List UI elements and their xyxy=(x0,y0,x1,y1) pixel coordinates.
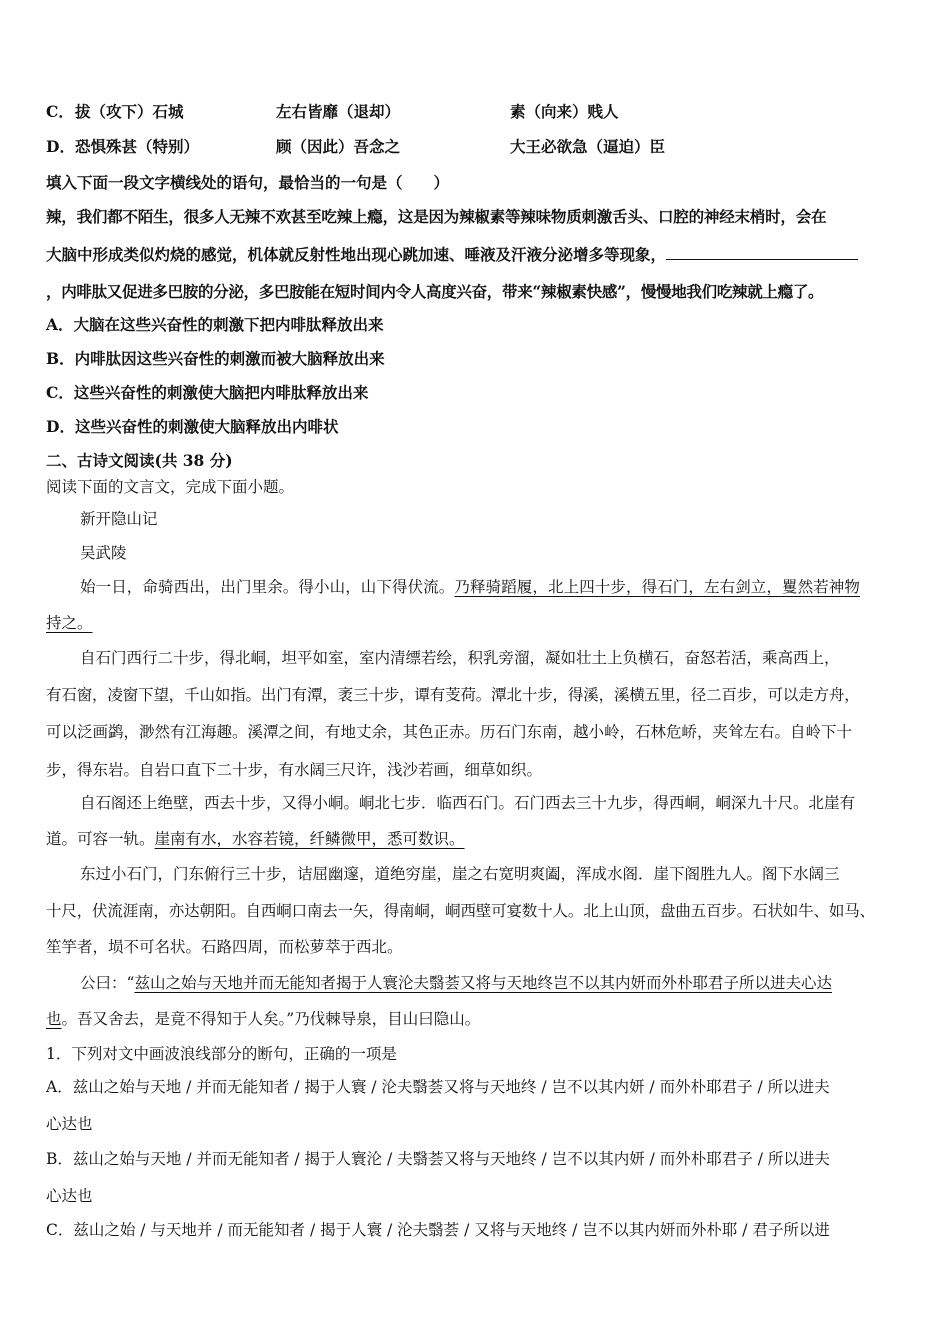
option-d-item-3: 大王必欲急（逼迫）臣 xyxy=(510,137,666,156)
option-c-item-3: 素（向来）贱人 xyxy=(510,102,619,121)
fill-option-c: C．这些兴奋性的刺激使大脑把内啡肽释放出来 xyxy=(46,383,369,402)
passage-p3-line-2 xyxy=(46,829,465,849)
option-d-label: D． xyxy=(46,137,75,156)
option-c-label: C． xyxy=(46,102,74,121)
option-d-item-2: 顾（因此）吾念之 xyxy=(276,137,401,156)
passage-p1-line-1 xyxy=(80,577,904,597)
fill-option-b: B．内啡肽因这些兴奋性的刺激而被大脑释放出来 xyxy=(46,349,385,368)
passage-p1-line-2 xyxy=(46,613,93,633)
fill-option-d: D．这些兴奋性的刺激使大脑释放出内啡状 xyxy=(46,417,339,436)
passage-p5-text: 。吾又舍去，是竟不得知于人矣。”乃伐棘导泉，目山曰隐山。 xyxy=(61,1010,481,1028)
fill-option-a: A．大脑在这些兴奋性的刺激下把内啡肽释放出来 xyxy=(46,315,384,334)
passage-p5-line-2 xyxy=(46,1009,480,1029)
passage-p5-wavy-text: 兹山之始与天地并而无能知者揭于人寰沦夫翳荟又将与天地终岂不以其内妍而外朴耶君子所以进夫心达 xyxy=(134,974,832,992)
passage-p3-line-1: 自石阁还上绝壁，西去十步，又得小峒。峒北七步．临西石门。石门西去三十九步，得西峒，峒深九十尺。北崖有 xyxy=(80,794,856,812)
option-d-item-1: 恐惧殊甚（特别） xyxy=(75,137,200,156)
passage-p2-line-4: 步，得东岩。自岩口直下二十步，有水阔三尺许，浅沙若画，细草如织。 xyxy=(46,761,543,779)
passage-p5-quote-open: 公曰：“ xyxy=(80,974,135,992)
fill-question-para-line-1: 辣，我们都不陌生，很多人无辣不欢甚至吃辣上瘾，这是因为辣椒素等辣味物质刺激舌头、口腔的神经末梢时，会在 xyxy=(46,207,827,226)
answer-blank xyxy=(666,245,858,260)
fill-question-para-line-2 xyxy=(46,245,858,265)
passage-p3-underlined: 崖南有水，水容若镜，纤鳞微甲，悉可数识。 xyxy=(154,830,465,848)
passage-p5-line-1 xyxy=(80,973,832,993)
question-1-option-b-line-1: B．兹山之始与天地 / 并而无能知者 / 揭于人寰沦 / 夫翳荟又将与天地终 / 岂不以其内妍 / 而外朴耶君子 / 所以进夫 xyxy=(46,1150,830,1168)
passage-author: 吴武陵 xyxy=(80,544,127,562)
passage-p5-wavy-end: 也 xyxy=(46,1010,62,1028)
question-1-stem: 1．下列对文中画波浪线部分的断句，正确的一项是 xyxy=(46,1045,397,1063)
section-instruction: 阅读下面的文言文，完成下面小题。 xyxy=(46,478,295,496)
option-c-item-1: 拔（攻下）石城 xyxy=(75,102,184,121)
fill-question-para-line-2-text: 大脑中形成类似灼烧的感觉，机体就反射性地出现心跳加速、唾液及汗液分泌增多等现象， xyxy=(46,245,667,264)
question-1-option-b-line-2: 心达也 xyxy=(46,1187,93,1205)
passage-p3-text: 道。可容一轨。 xyxy=(46,830,155,848)
passage-p1-underlined-end: 持之。 xyxy=(46,614,93,632)
fill-question-para-line-3: ，内啡肽又促进多巴胺的分泌，多巴胺能在短时间内令人高度兴奋，带来“辣椒素快感”，慢慢地我们吃辣就上瘾了。 xyxy=(46,282,824,301)
passage-p2-line-1: 自石门西行二十步，得北峒，坦平如室，室内清缥若绘，积乳旁溜，凝如壮土上负横石，奋怒若活，乘高西上， xyxy=(80,649,840,667)
passage-p2-line-3: 可以泛画鹢，渺然有江海趣。溪潭之间，有地丈余，其色正赤。历石门东南，越小岭，石林危峤，夹耸左右。自岭下十 xyxy=(46,723,853,741)
section-heading: 二、古诗文阅读(共 38 分) xyxy=(46,451,233,470)
question-1-option-a-line-1: A．兹山之始与天地 / 并而无能知者 / 揭于人寰 / 沦夫翳荟又将与天地终 / 岂不以其内妍 / 而外朴耶君子 / 所以进夫 xyxy=(46,1078,830,1096)
passage-p2-line-2: 有石窗，凌窗下望，千山如指。出门有潭，袤三十步，谭有芰荷。潭北十步，得溪，溪横五里，径二百步，可以走方舟， xyxy=(46,686,860,704)
question-1-option-c-line-1: C．兹山之始 / 与天地并 / 而无能知者 / 揭于人寰 / 沦夫翳荟 / 又将与天地终 / 岂不以其内妍而外朴耶 / 君子所以进 xyxy=(46,1221,830,1239)
passage-p4-line-2: 十尺，伏流涯南，亦达朝阳。自西峒口南去一矢，得南峒，峒西壁可宴数十人。北上山顶，盘曲五百步。石状如牛、如马、 xyxy=(46,902,875,920)
passage-title: 新开隐山记 xyxy=(80,510,158,528)
fill-question-stem: 填入下面一段文字横线处的语句，最恰当的一句是（ ） xyxy=(46,173,450,192)
passage-p4-line-1: 东过小石门，门东俯行三十步，诘屈幽邃，道绝穷崖，崖之右宽明爽阖，浑成水阁．崖下阁胜九人。阁下水阔三 xyxy=(80,865,840,883)
passage-p4-line-3: 笙竽者，埙不可名状。石路四周，而松萝萃于西北。 xyxy=(46,938,403,956)
option-c-item-2: 左右皆靡（退却） xyxy=(276,102,401,121)
question-1-option-a-line-2: 心达也 xyxy=(46,1115,93,1133)
passage-p1-text: 始一日，命骑西出，出门里余。得小山，山下得伏流。 xyxy=(80,578,455,596)
passage-p1-underlined: 乃释骑蹈履，北上四十步，得石门，左右剑立，矍然若神物 xyxy=(454,578,861,596)
